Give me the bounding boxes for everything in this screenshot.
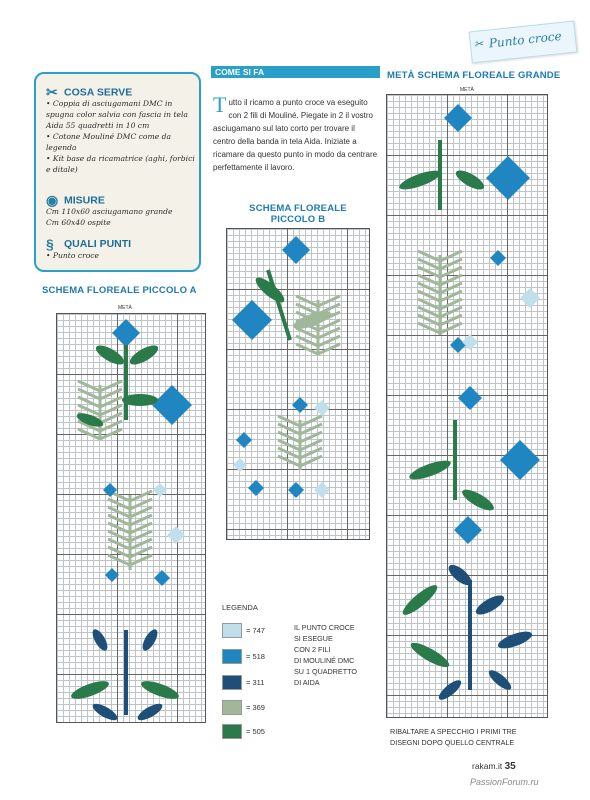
stitch-shape xyxy=(397,167,442,193)
stitch-shape xyxy=(139,678,181,703)
stitch-shape xyxy=(500,440,540,480)
stitch-shape xyxy=(93,342,127,368)
stitch-shape xyxy=(473,592,507,618)
stitch-shape xyxy=(127,342,161,368)
list-item: Cm 110x60 asciugamano grande xyxy=(46,207,173,216)
stitch-shape xyxy=(122,394,158,406)
stitch-shape xyxy=(233,458,247,472)
needle-thread-icon: § xyxy=(46,236,54,252)
stitch-shape xyxy=(154,570,170,586)
chart-title-piccolo-b: SCHEMA FLOREALE PICCOLO B xyxy=(249,203,347,225)
mirror-instruction: RIBALTARE A SPECCHIO I PRIMI TRE DISEGNI DOPO QUELLO CENTRALE xyxy=(390,727,517,747)
stitch-shape xyxy=(462,334,478,350)
stitch-note: IL PUNTO CROCE SI ESEGUE CON 2 FILI DI MOULINÉ DMC SU 1 QUADRETTO DI AIDA xyxy=(294,623,357,687)
scissors-icon: ✂ xyxy=(46,84,58,100)
stitch-shape xyxy=(399,581,440,618)
stitch-shape xyxy=(90,701,119,724)
stitch-shape xyxy=(236,432,252,448)
stitch-shape xyxy=(135,701,164,724)
page-number: 35 xyxy=(504,761,516,772)
page-footer xyxy=(472,761,516,772)
stitch-shape xyxy=(268,270,290,340)
meta-label-a: METÀ xyxy=(118,305,132,311)
stitch-shape xyxy=(140,627,161,653)
stitch-shape xyxy=(454,516,482,544)
stitch-shape xyxy=(314,482,330,498)
list-item: • Kit base da ricamatrice (aghi, forbici e ditale) xyxy=(46,154,195,174)
stitch-shape xyxy=(90,627,111,653)
drop-cap: T xyxy=(213,92,227,117)
legend-title: LEGENDA xyxy=(222,603,258,612)
chart-title-piccolo-a: SCHEMA FLOREALE PICCOLO A xyxy=(42,285,197,296)
stitch-shape xyxy=(490,250,506,266)
legend-swatch-747 xyxy=(222,623,242,638)
legend-swatch-505 xyxy=(222,724,242,739)
legend-code-518: = 518 xyxy=(246,652,265,661)
scissors-icon: ✂ xyxy=(473,37,484,52)
watermark: PassionForum.ru xyxy=(470,777,539,787)
stitch-shape xyxy=(292,397,308,413)
stitch-shape xyxy=(486,667,514,693)
section-tag-label: Punto croce xyxy=(488,28,563,51)
legend-code-369: = 369 xyxy=(246,703,265,712)
legend-code-311: = 311 xyxy=(246,678,265,687)
stitch-shape xyxy=(69,678,111,703)
tape-measure-icon: ◉ xyxy=(46,192,59,208)
instructions-text: utto il ricamo a punto croce va eseguito con 2 fili di Mouliné. Piegate in 2 il vostro asciugamano sul lato corto per trovare il centro della banda in tela Aida. Iniziate a ricamare da questo punto in modo da centrare perfettamente il lavoro. xyxy=(213,98,378,172)
site-name: rakam.it xyxy=(472,761,503,771)
stitch-shape xyxy=(453,167,487,193)
stitch-shape xyxy=(496,628,534,652)
stitch-shape xyxy=(232,300,272,340)
stitch-shape xyxy=(288,482,304,498)
stitch-shape xyxy=(112,319,140,347)
stitch-shape xyxy=(314,400,330,416)
stitch-shape xyxy=(436,677,464,703)
stitch-shape xyxy=(459,486,496,514)
stitch-shape xyxy=(153,483,167,497)
stitch-shape xyxy=(407,457,452,483)
stitch-shape xyxy=(486,156,530,200)
stitch-shape xyxy=(444,104,472,132)
cosa-serve-heading: ✂ COSA SERVE xyxy=(46,84,133,100)
stitch-shape xyxy=(408,639,452,671)
list-item: Cm 60x40 ospite xyxy=(46,218,111,227)
stitch-shape xyxy=(167,526,185,544)
legend-swatch-518 xyxy=(222,649,242,664)
stitch-shape xyxy=(520,288,540,308)
chart-title-grande: METÀ SCHEMA FLOREALE GRANDE xyxy=(387,70,561,81)
stitch-shape xyxy=(105,568,119,582)
stitch-shape xyxy=(450,337,466,353)
list-item: • Cotone Mouliné DMC come da legenda xyxy=(46,132,172,152)
stitch-shape xyxy=(458,386,482,410)
legend-code-505: = 505 xyxy=(246,727,265,736)
misure-heading: ◉ MISURE xyxy=(46,192,105,208)
stitch-shape xyxy=(248,480,264,496)
stitch-shape xyxy=(282,236,310,264)
list-item: • Coppia di asciugamani DMC in spugna color salvia con fascia in tela Aida 55 quadretti in 10 cm xyxy=(46,99,188,130)
meta-label-grande: METÀ xyxy=(460,87,474,93)
legend-code-747: = 747 xyxy=(246,626,265,635)
come-si-fa-heading: COME SI FA xyxy=(211,66,380,78)
legend-swatch-369 xyxy=(222,700,242,715)
stitch-shape xyxy=(152,385,192,425)
quali-punti-heading: § QUALI PUNTI xyxy=(46,236,132,252)
legend-swatch-311 xyxy=(222,675,242,690)
list-item: • Punto croce xyxy=(46,251,100,260)
